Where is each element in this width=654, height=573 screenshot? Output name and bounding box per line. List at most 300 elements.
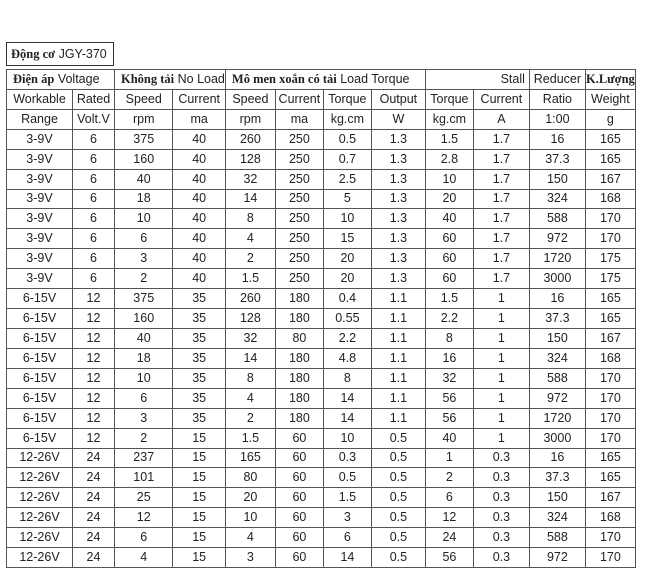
table-cell: 1.3 [371, 249, 425, 269]
table-cell: 375 [115, 289, 173, 309]
table-cell: 14 [323, 388, 371, 408]
table-cell: 2.8 [425, 149, 473, 169]
table-cell: 24 [73, 528, 115, 548]
table-cell: 2 [225, 408, 275, 428]
table-cell: 1.5 [323, 488, 371, 508]
table-cell: 12 [73, 408, 115, 428]
table-cell: 0.3 [323, 448, 371, 468]
table-cell: 168 [585, 189, 635, 209]
table-cell: 0.3 [473, 508, 529, 528]
table-cell: 1 [473, 289, 529, 309]
group-label-en: No Load [177, 71, 225, 86]
model-title [6, 42, 114, 66]
table-cell: 1 [473, 408, 529, 428]
table-row [7, 548, 636, 568]
table-cell: 6-15V [7, 408, 73, 428]
table-cell: 3 [225, 548, 275, 568]
table-row [7, 249, 636, 269]
column-header: Rated [73, 89, 115, 109]
table-row [7, 388, 636, 408]
table-cell: 375 [115, 129, 173, 149]
table-cell: 12-26V [7, 468, 73, 488]
column-header: Workable [7, 89, 73, 109]
table-row [7, 209, 636, 229]
table-cell: 0.3 [473, 448, 529, 468]
table-row [7, 229, 636, 249]
table-cell: 4 [115, 548, 173, 568]
table-cell: 12 [73, 428, 115, 448]
table-cell: 80 [275, 328, 323, 348]
table-cell: 175 [585, 269, 635, 289]
table-cell: 24 [73, 468, 115, 488]
table-cell: 40 [173, 129, 225, 149]
table-cell: 1 [473, 428, 529, 448]
table-cell: 1.7 [473, 209, 529, 229]
table-cell: 37.3 [529, 149, 585, 169]
title-model: JGY-370 [58, 47, 107, 61]
table-cell: 16 [529, 129, 585, 149]
table-cell: 24 [73, 548, 115, 568]
table-cell: 12 [115, 508, 173, 528]
table-cell: 0.5 [371, 508, 425, 528]
table-cell: 180 [275, 368, 323, 388]
table-cell: 972 [529, 229, 585, 249]
table-cell: 165 [585, 309, 635, 329]
table-cell: 150 [529, 169, 585, 189]
table-row [7, 309, 636, 329]
table-cell: 260 [225, 289, 275, 309]
table-cell: 170 [585, 548, 635, 568]
unit-cell: Range [7, 109, 73, 129]
table-cell: 2.5 [323, 169, 371, 189]
table-cell: 588 [529, 528, 585, 548]
table-cell: 8 [225, 368, 275, 388]
table-cell: 6 [115, 229, 173, 249]
table-cell: 1 [473, 309, 529, 329]
table-cell: 1.7 [473, 249, 529, 269]
table-cell: 1.7 [473, 269, 529, 289]
table-cell: 1.7 [473, 189, 529, 209]
table-cell: 0.55 [323, 309, 371, 329]
table-cell: 180 [275, 309, 323, 329]
table-cell: 3000 [529, 428, 585, 448]
table-cell: 588 [529, 209, 585, 229]
table-cell: 15 [173, 428, 225, 448]
table-cell: 15 [173, 448, 225, 468]
table-cell: 324 [529, 189, 585, 209]
table-cell: 0.3 [473, 488, 529, 508]
table-cell: 6-15V [7, 368, 73, 388]
table-row [7, 448, 636, 468]
table-cell: 6-15V [7, 289, 73, 309]
table-cell: 60 [275, 448, 323, 468]
table-cell: 40 [115, 328, 173, 348]
table-cell: 324 [529, 508, 585, 528]
table-cell: 2.2 [323, 328, 371, 348]
table-cell: 6 [115, 528, 173, 548]
table-cell: 6 [73, 169, 115, 189]
table-cell: 40 [173, 209, 225, 229]
table-cell: 180 [275, 388, 323, 408]
table-cell: 1.1 [371, 328, 425, 348]
table-cell: 6 [73, 229, 115, 249]
table-cell: 180 [275, 348, 323, 368]
group-label-vi: K.Lượng [585, 71, 635, 86]
table-cell: 0.5 [371, 468, 425, 488]
group-label-en: Voltage [57, 71, 100, 86]
table-cell: 170 [585, 209, 635, 229]
table-cell: 170 [585, 408, 635, 428]
table-cell: 0.5 [371, 488, 425, 508]
table-cell: 175 [585, 249, 635, 269]
table-row [7, 368, 636, 388]
table-cell: 3-9V [7, 249, 73, 269]
table-cell: 170 [585, 528, 635, 548]
table-cell: 1 [473, 348, 529, 368]
table-cell: 35 [173, 348, 225, 368]
table-cell: 8 [323, 368, 371, 388]
table-cell: 4 [225, 388, 275, 408]
table-cell: 3-9V [7, 149, 73, 169]
table-cell: 12 [73, 328, 115, 348]
table-cell: 56 [425, 408, 473, 428]
table-cell: 1.7 [473, 229, 529, 249]
table-cell: 10 [225, 508, 275, 528]
group-label-vi: Điện áp [13, 71, 55, 86]
table-cell: 1.5 [225, 269, 275, 289]
table-cell: 35 [173, 368, 225, 388]
table-cell: 165 [585, 289, 635, 309]
table-cell: 35 [173, 328, 225, 348]
table-cell: 3 [115, 408, 173, 428]
table-cell: 1 [473, 328, 529, 348]
table-cell: 1.1 [371, 368, 425, 388]
table-cell: 60 [425, 269, 473, 289]
table-cell: 167 [585, 169, 635, 189]
table-cell: 165 [585, 149, 635, 169]
table-cell: 1720 [529, 408, 585, 428]
table-cell: 0.5 [371, 548, 425, 568]
group-header [529, 70, 585, 90]
table-cell: 6-15V [7, 348, 73, 368]
table-cell: 60 [275, 508, 323, 528]
table-cell: 250 [275, 189, 323, 209]
table-cell: 128 [225, 149, 275, 169]
group-label-vi: Không tải [121, 71, 175, 86]
table-cell: 40 [115, 169, 173, 189]
table-cell: 101 [115, 468, 173, 488]
table-cell: 40 [173, 149, 225, 169]
table-cell: 0.5 [371, 428, 425, 448]
table-cell: 56 [425, 548, 473, 568]
column-header: Torque [425, 89, 473, 109]
table-row [7, 269, 636, 289]
table-cell: 40 [173, 189, 225, 209]
unit-cell: Volt.V [73, 109, 115, 129]
table-cell: 0.3 [473, 548, 529, 568]
table-cell: 35 [173, 388, 225, 408]
table-cell: 8 [425, 328, 473, 348]
table-cell: 40 [173, 249, 225, 269]
unit-cell: kg.cm [425, 109, 473, 129]
table-cell: 1 [473, 388, 529, 408]
table-cell: 15 [173, 548, 225, 568]
table-cell: 12-26V [7, 528, 73, 548]
table-cell: 972 [529, 388, 585, 408]
column-header: Speed [225, 89, 275, 109]
table-cell: 24 [425, 528, 473, 548]
table-cell: 14 [225, 348, 275, 368]
table-cell: 0.5 [371, 528, 425, 548]
table-cell: 15 [173, 488, 225, 508]
table-cell: 6 [73, 209, 115, 229]
table-cell: 60 [275, 468, 323, 488]
table-cell: 1.7 [473, 129, 529, 149]
table-cell: 250 [275, 129, 323, 149]
column-header: Current [275, 89, 323, 109]
table-cell: 10 [115, 368, 173, 388]
column-header: Output [371, 89, 425, 109]
table-cell: 6-15V [7, 309, 73, 329]
group-header [585, 70, 635, 90]
table-row [7, 328, 636, 348]
group-header [115, 70, 226, 90]
table-cell: 18 [115, 348, 173, 368]
table-row [7, 488, 636, 508]
table-cell: 170 [585, 388, 635, 408]
unit-cell: ma [275, 109, 323, 129]
table-cell: 40 [173, 169, 225, 189]
table-row [7, 289, 636, 309]
spec-table [6, 69, 636, 568]
table-cell: 250 [275, 169, 323, 189]
table-cell: 4 [225, 528, 275, 548]
table-cell: 35 [173, 289, 225, 309]
table-cell: 40 [173, 269, 225, 289]
table-cell: 150 [529, 328, 585, 348]
table-cell: 165 [585, 468, 635, 488]
table-cell: 60 [275, 528, 323, 548]
table-cell: 15 [173, 508, 225, 528]
table-cell: 1 [425, 448, 473, 468]
column-header: Ratio [529, 89, 585, 109]
table-cell: 6 [73, 189, 115, 209]
table-cell: 1.5 [425, 289, 473, 309]
table-cell: 3 [115, 249, 173, 269]
table-cell: 32 [425, 368, 473, 388]
table-cell: 16 [529, 289, 585, 309]
table-cell: 10 [323, 209, 371, 229]
table-row [7, 428, 636, 448]
table-cell: 180 [275, 289, 323, 309]
table-cell: 35 [173, 408, 225, 428]
table-cell: 12-26V [7, 508, 73, 528]
table-cell: 24 [73, 448, 115, 468]
table-cell: 3-9V [7, 169, 73, 189]
table-cell: 40 [425, 428, 473, 448]
table-cell: 16 [425, 348, 473, 368]
table-cell: 12 [73, 309, 115, 329]
table-cell: 6-15V [7, 388, 73, 408]
table-cell: 165 [585, 448, 635, 468]
table-cell: 5 [323, 189, 371, 209]
table-cell: 6 [73, 249, 115, 269]
group-label-vi: Mô men xoắn có tải [231, 71, 337, 86]
table-cell: 972 [529, 548, 585, 568]
column-header: Current [473, 89, 529, 109]
unit-cell: ma [173, 109, 225, 129]
table-cell: 0.5 [371, 448, 425, 468]
table-cell: 20 [323, 249, 371, 269]
table-row [7, 129, 636, 149]
table-cell: 16 [529, 448, 585, 468]
table-cell: 0.3 [473, 468, 529, 488]
table-cell: 1.1 [371, 408, 425, 428]
table-cell: 32 [225, 169, 275, 189]
table-cell: 12 [73, 348, 115, 368]
table-cell: 6 [73, 149, 115, 169]
table-cell: 1.3 [371, 189, 425, 209]
table-cell: 20 [323, 269, 371, 289]
table-cell: 1.1 [371, 348, 425, 368]
table-cell: 24 [73, 488, 115, 508]
table-cell: 15 [173, 468, 225, 488]
table-cell: 12 [73, 388, 115, 408]
table-cell: 1.3 [371, 269, 425, 289]
group-label-en: Load Torque [340, 71, 410, 86]
table-cell: 3000 [529, 269, 585, 289]
group-header [425, 70, 529, 90]
table-cell: 168 [585, 508, 635, 528]
table-cell: 14 [225, 189, 275, 209]
table-cell: 18 [115, 189, 173, 209]
table-cell: 60 [425, 249, 473, 269]
table-cell: 3-9V [7, 209, 73, 229]
table-cell: 160 [115, 149, 173, 169]
column-header-row [7, 89, 636, 109]
unit-cell: A [473, 109, 529, 129]
table-cell: 37.3 [529, 468, 585, 488]
table-cell: 0.4 [323, 289, 371, 309]
column-header: Speed [115, 89, 173, 109]
group-header [225, 70, 425, 90]
table-cell: 12-26V [7, 488, 73, 508]
unit-cell: 1:00 [529, 109, 585, 129]
unit-cell: W [371, 109, 425, 129]
table-cell: 6 [73, 269, 115, 289]
table-cell: 8 [225, 209, 275, 229]
table-cell: 3-9V [7, 269, 73, 289]
table-cell: 3-9V [7, 229, 73, 249]
table-cell: 4.8 [323, 348, 371, 368]
table-cell: 20 [225, 488, 275, 508]
table-cell: 588 [529, 368, 585, 388]
table-row [7, 149, 636, 169]
table-cell: 2 [225, 249, 275, 269]
table-cell: 20 [425, 189, 473, 209]
table-cell: 40 [425, 209, 473, 229]
table-cell: 12-26V [7, 548, 73, 568]
table-cell: 60 [425, 229, 473, 249]
table-cell: 160 [115, 309, 173, 329]
table-cell: 250 [275, 229, 323, 249]
table-cell: 25 [115, 488, 173, 508]
table-cell: 167 [585, 488, 635, 508]
table-cell: 12 [73, 289, 115, 309]
table-row [7, 468, 636, 488]
column-header: Weight [585, 89, 635, 109]
table-cell: 1.1 [371, 388, 425, 408]
unit-cell: g [585, 109, 635, 129]
table-cell: 1.3 [371, 209, 425, 229]
table-cell: 6 [323, 528, 371, 548]
table-cell: 12-26V [7, 448, 73, 468]
table-cell: 15 [323, 229, 371, 249]
table-cell: 6-15V [7, 328, 73, 348]
table-cell: 12 [425, 508, 473, 528]
table-row [7, 528, 636, 548]
table-cell: 150 [529, 488, 585, 508]
table-cell: 250 [275, 249, 323, 269]
table-cell: 10 [115, 209, 173, 229]
table-cell: 250 [275, 269, 323, 289]
table-cell: 180 [275, 408, 323, 428]
table-cell: 6 [73, 129, 115, 149]
table-cell: 170 [585, 368, 635, 388]
group-header-row [7, 70, 636, 90]
table-cell: 10 [323, 428, 371, 448]
table-cell: 6 [115, 388, 173, 408]
group-label-en: Stall [500, 71, 525, 86]
table-cell: 60 [275, 428, 323, 448]
unit-row [7, 109, 636, 129]
table-cell: 60 [275, 548, 323, 568]
table-cell: 32 [225, 328, 275, 348]
table-cell: 1.1 [371, 289, 425, 309]
table-cell: 1.5 [225, 428, 275, 448]
table-cell: 12 [73, 368, 115, 388]
table-cell: 24 [73, 508, 115, 528]
table-cell: 250 [275, 209, 323, 229]
table-cell: 2 [115, 269, 173, 289]
group-header [7, 70, 115, 90]
table-cell: 260 [225, 129, 275, 149]
table-cell: 167 [585, 328, 635, 348]
table-cell: 3 [323, 508, 371, 528]
table-cell: 168 [585, 348, 635, 368]
table-cell: 14 [323, 408, 371, 428]
table-cell: 2 [425, 468, 473, 488]
table-cell: 2.2 [425, 309, 473, 329]
column-header: Current [173, 89, 225, 109]
table-cell: 1.3 [371, 229, 425, 249]
table-cell: 0.5 [323, 468, 371, 488]
table-cell: 1 [473, 368, 529, 388]
table-cell: 170 [585, 428, 635, 448]
table-cell: 35 [173, 309, 225, 329]
group-label-en: Reducer [533, 71, 582, 86]
table-cell: 0.3 [473, 528, 529, 548]
table-cell: 170 [585, 229, 635, 249]
table-cell: 128 [225, 309, 275, 329]
table-row [7, 508, 636, 528]
table-row [7, 169, 636, 189]
table-cell: 56 [425, 388, 473, 408]
table-cell: 6-15V [7, 428, 73, 448]
table-cell: 4 [225, 229, 275, 249]
unit-cell: kg.cm [323, 109, 371, 129]
table-cell: 1720 [529, 249, 585, 269]
